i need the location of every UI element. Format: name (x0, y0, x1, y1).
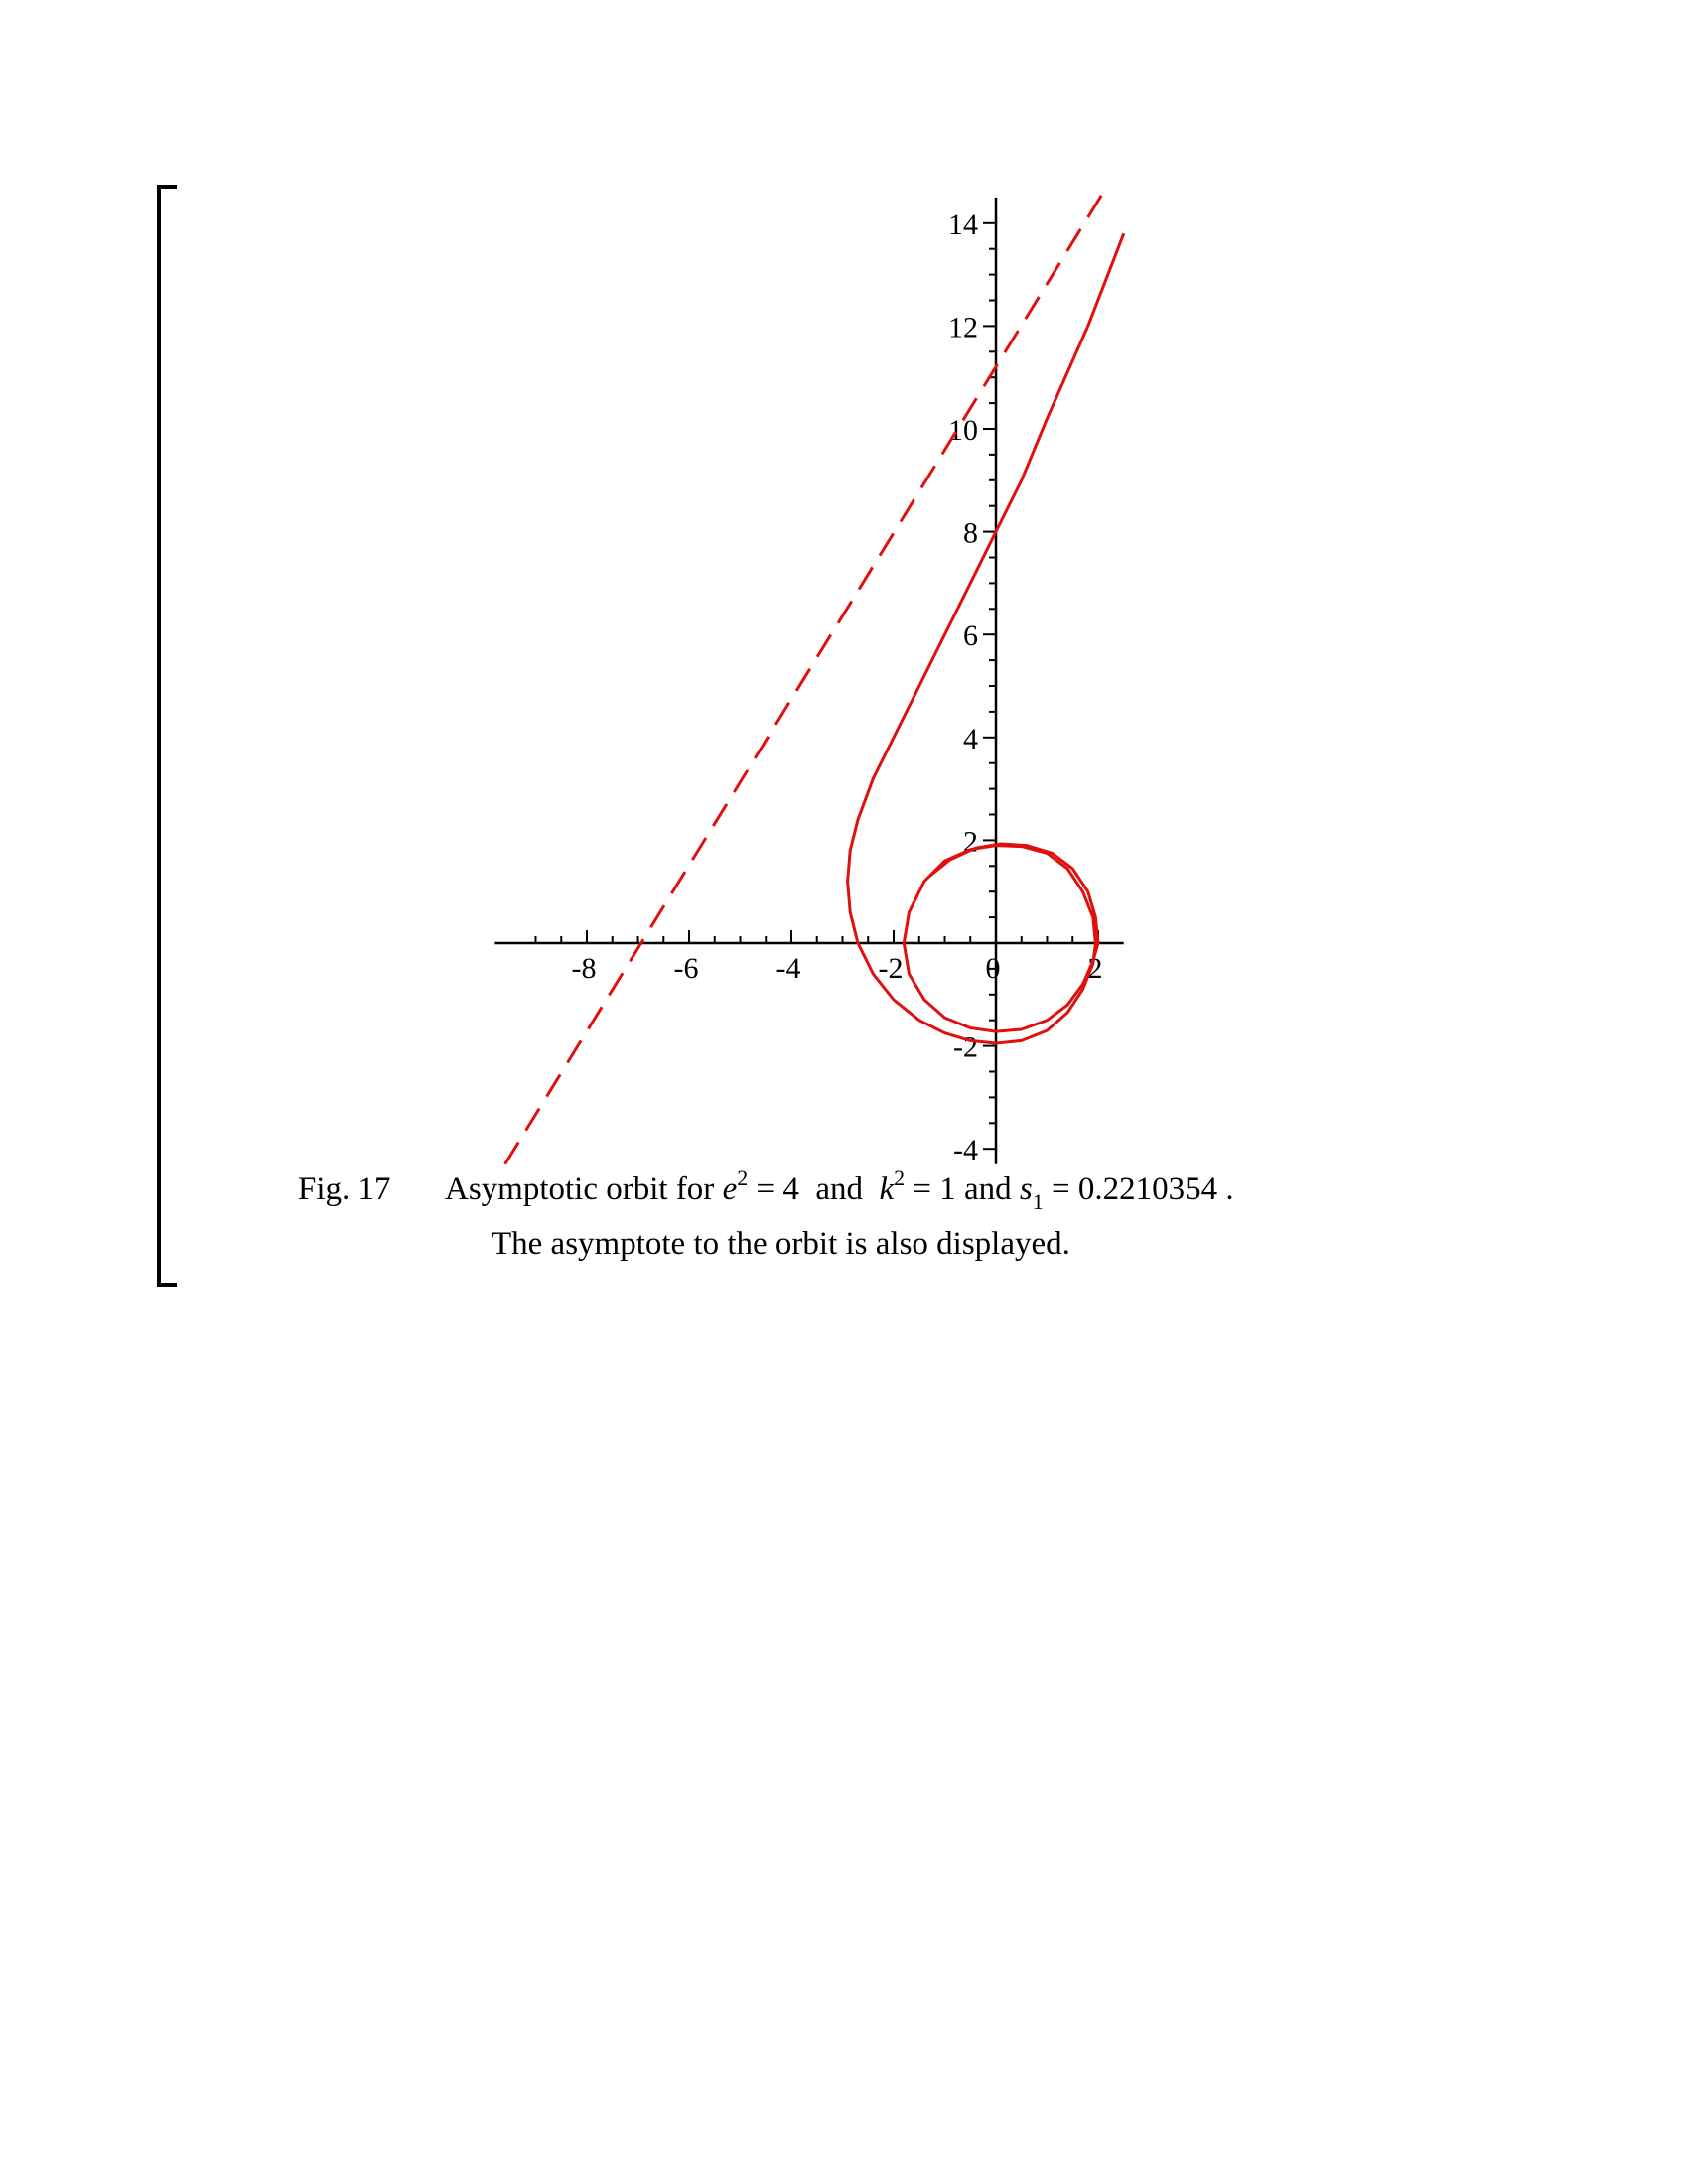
e-variable: e (722, 1171, 738, 1207)
axes (494, 198, 1123, 1167)
y-tick-label: 14 (948, 207, 978, 241)
x-tick-label: -8 (571, 952, 597, 985)
y-tick-label: 10 (948, 414, 978, 447)
series-group (505, 193, 1124, 1167)
s-subscript: 1 (1032, 1189, 1044, 1214)
caption-eq-k: = 1 and (905, 1171, 1020, 1207)
orbit-curve (848, 233, 1124, 1043)
caption-eq-e: = 4 and (748, 1171, 880, 1207)
caption-text-a: Asymptotic orbit for (445, 1171, 723, 1207)
x-tick-label: -6 (673, 952, 699, 985)
y-tick-label: 6 (963, 619, 978, 653)
caption-line-2: The asymptote to the orbit is also displayed. (492, 1226, 1070, 1262)
y-tick-label: 8 (963, 516, 978, 550)
s-variable: s (1019, 1171, 1033, 1207)
caption-line-1 (298, 1165, 1234, 1214)
y-tick-label: -2 (953, 1030, 978, 1064)
e-exponent: 2 (737, 1165, 749, 1190)
x-tick-label: -2 (878, 952, 904, 985)
x-tick-label: -4 (775, 952, 801, 985)
y-tick-label: 4 (963, 722, 978, 755)
y-tick-label: 12 (948, 311, 978, 344)
x-tick-label: 0 (985, 952, 1001, 985)
tick-labels (572, 208, 1103, 1166)
y-tick-label: 2 (963, 825, 978, 859)
x-tick-label: 2 (1087, 952, 1103, 985)
k-variable: k (879, 1171, 895, 1207)
k-exponent: 2 (894, 1165, 906, 1190)
y-tick-label: -4 (953, 1134, 978, 1167)
caption-eq-s: = 0.2210354 . (1043, 1171, 1234, 1207)
fig-label: Fig. 17 (298, 1171, 391, 1207)
ticks (536, 223, 1099, 1149)
asymptote-dashed-line (505, 193, 1104, 1167)
